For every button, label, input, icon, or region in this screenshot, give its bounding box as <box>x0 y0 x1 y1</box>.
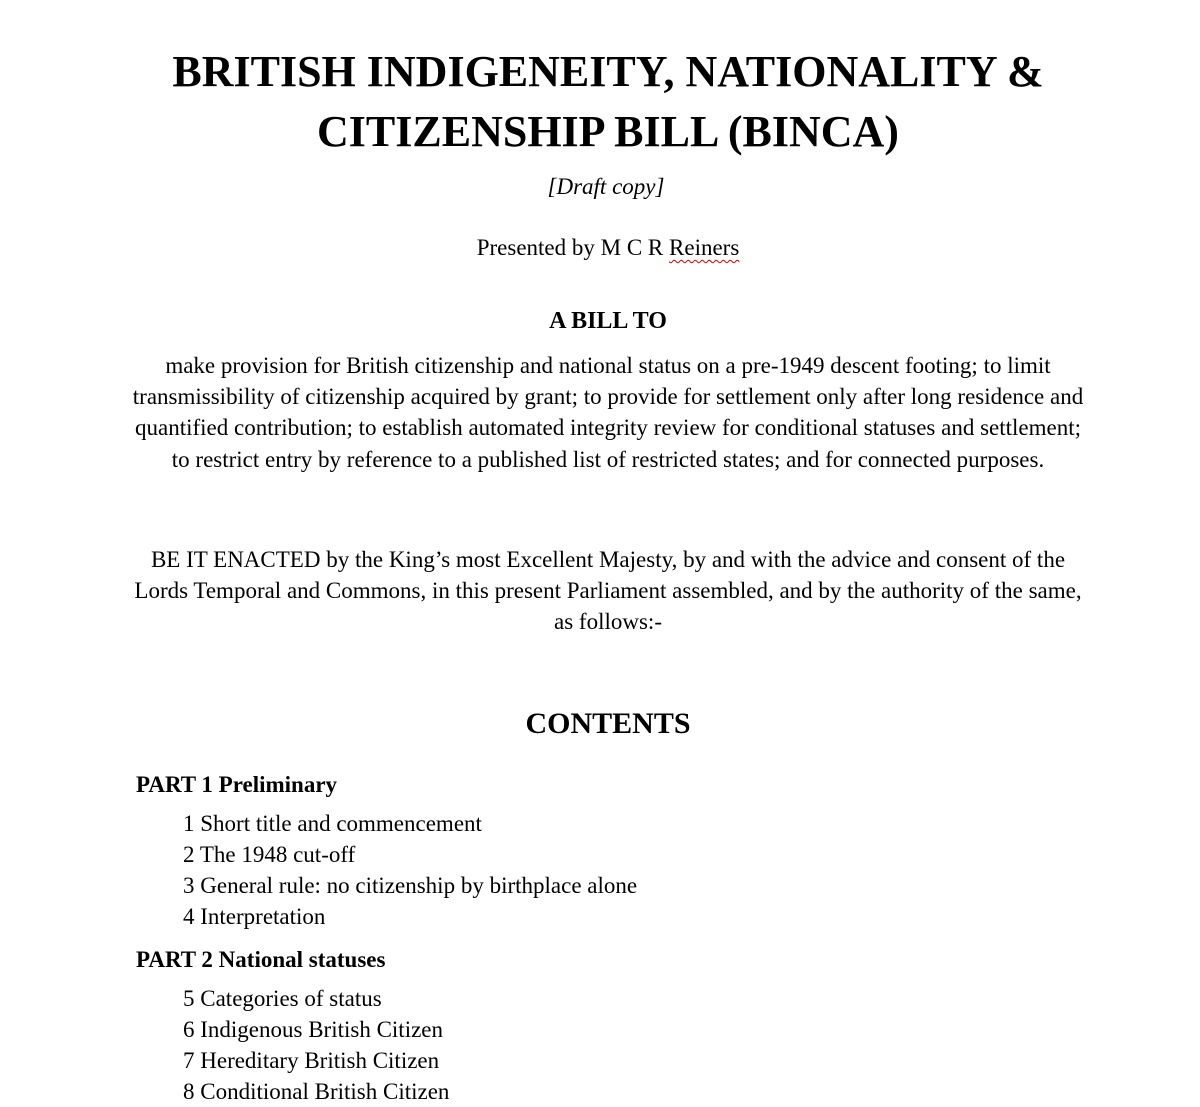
contents-item: 7 Hereditary British Citizen <box>183 1048 440 1073</box>
bill-title: BRITISH INDIGENEITY, NATIONALITY & CITIZENSHIP BILL (BINCA) <box>172 47 1044 156</box>
part-2-heading: PART 2 National statuses <box>136 947 386 972</box>
contents-item: 6 Indigenous British Citizen <box>183 1017 444 1042</box>
contents-item: 1 Short title and commencement <box>183 811 482 836</box>
bill-heading: A BILL TO <box>549 308 667 334</box>
bill-purpose-paragraph: make provision for British citizenship and national status on a pre-1949 descent footing; to limit transmissibility of citizenship acquired by grant; to provide for settlement only after long residence and quantified contribution; to establish automated integrity review for conditional statuses and settlement; to restrict entry by reference to a published list of restricted states; and for connected purposes. <box>132 353 1084 472</box>
contents-item: 5 Categories of status <box>183 986 382 1011</box>
contents-item: 2 The 1948 cut-off <box>183 842 356 867</box>
draft-note: [Draft copy] <box>547 174 665 199</box>
contents-heading: CONTENTS <box>525 707 691 740</box>
part-2-contents-list <box>183 983 449 1107</box>
contents-item: 8 Conditional British Citizen <box>183 1079 450 1104</box>
presented-by-line <box>0 232 1200 264</box>
contents-item: 3 General rule: no citizenship by birthplace alone <box>183 873 638 898</box>
presented-by-prefix: Presented by M C R <box>476 235 670 260</box>
enacting-formula-paragraph: BE IT ENACTED by the King’s most Excellent Majesty, by and with the advice and consent of the Lords Temporal and Commons, in this present Parliament assembled, and by the authority of the same, as follows:- <box>134 547 1082 635</box>
part-1-heading: PART 1 Preliminary <box>136 772 338 797</box>
part-1-contents-list <box>183 808 637 932</box>
contents-item: 4 Interpretation <box>183 904 326 929</box>
presenter-surname-spellcheck-word[interactable]: Reiners <box>669 235 740 260</box>
